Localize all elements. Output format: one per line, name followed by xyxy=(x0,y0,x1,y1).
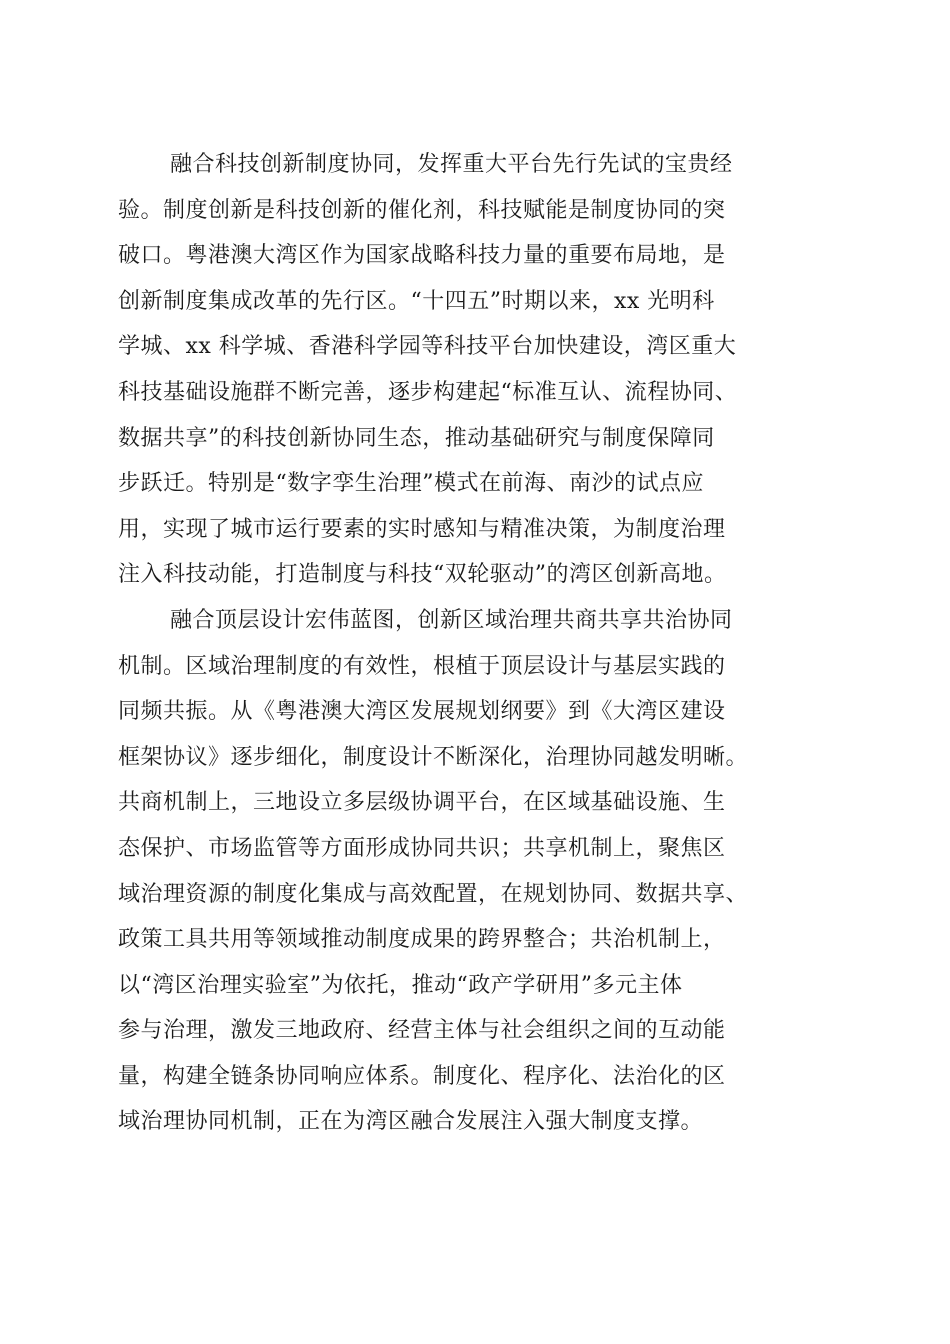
text-line: 科技基础设施群不断完善，逐步构建起“标准互认、流程协同、 xyxy=(118,379,738,405)
text-line: 破口。粤港澳大湾区作为国家战略科技力量的重要布局地，是 xyxy=(118,243,726,269)
text-line: 学城、xx 科学城、香港科学园等科技平台加快建设，湾区重大 xyxy=(118,334,737,360)
text-line: 步跃迁。特别是“数字孪生治理”模式在前海、南沙的试点应 xyxy=(118,471,704,497)
text-line: 以“湾区治理实验室”为依托，推动“政产学研用”多元主体 xyxy=(118,972,683,998)
text-line: 注入科技动能，打造制度与科技“双轮驱动”的湾区创新高地。 xyxy=(118,562,727,588)
paragraph-regional-governance xyxy=(118,598,838,1145)
text-line: 政策工具共用等领域推动制度成果的跨界整合；共治机制上， xyxy=(118,927,726,953)
text-line: 数据共享”的科技创新协同生态，推动基础研究与制度保障同 xyxy=(118,425,715,451)
text-line: 共商机制上，三地设立多层级协调平台，在区域基础设施、生 xyxy=(118,790,726,816)
text-line: 域治理资源的制度化集成与高效配置，在规划协同、数据共享、 xyxy=(118,881,749,907)
text-line: 框架协议》逐步细化，制度设计不断深化，治理协同越发明晰。 xyxy=(118,744,749,770)
text-line: 创新制度集成改革的先行区。“十四五”时期以来，xx 光明科 xyxy=(118,288,715,314)
text-line: 量，构建全链条协同响应体系。制度化、程序化、法治化的区 xyxy=(118,1063,726,1089)
text-line: 态保护、市场监管等方面形成协同共识；共享机制上，聚焦区 xyxy=(118,835,726,861)
text-line: 融合科技创新制度协同，发挥重大平台先行先试的宝贵经 xyxy=(170,152,733,177)
text-line: 验。制度创新是科技创新的催化剂，科技赋能是制度协同的突 xyxy=(118,197,726,223)
text-line: 参与治理，激发三地政府、经营主体与社会组织之间的互动能 xyxy=(118,1018,726,1044)
text-line: 域治理协同机制，正在为湾区融合发展注入强大制度支撑。 xyxy=(118,1109,704,1135)
paragraph-tech-innovation xyxy=(118,142,838,598)
text-line: 融合顶层设计宏伟蓝图，创新区域治理共商共享共治协同 xyxy=(170,607,733,633)
text-line: 同频共振。从《粤港澳大湾区发展规划纲要》到《大湾区建设 xyxy=(118,699,726,725)
text-line: 机制。区域治理制度的有效性，根植于顶层设计与基层实践的 xyxy=(118,653,726,679)
document-body xyxy=(118,142,838,1145)
text-line: 用，实现了城市运行要素的实时感知与精准决策，为制度治理 xyxy=(118,516,726,542)
